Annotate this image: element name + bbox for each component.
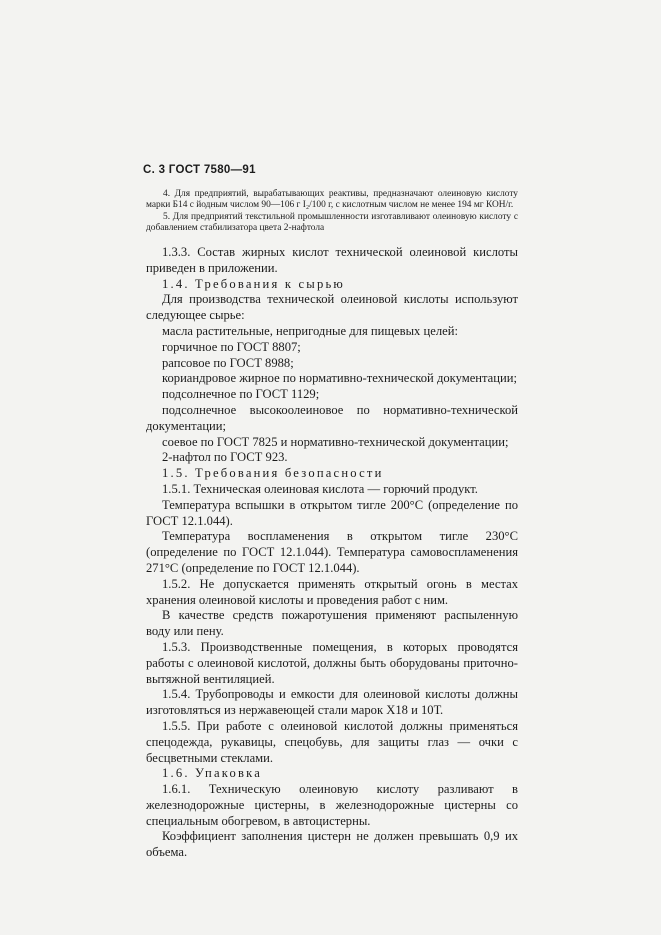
paragraph-1-5-1: 1.5.1. Техническая олеиновая кислота — горючий продукт. xyxy=(162,481,478,496)
raw-item: кориандровое жирное по нормативно-технической документации; xyxy=(162,371,517,386)
note-5: 5. Для предприятий текстильной промышленности изготавливают олеиновую кислоту с добавлением стабилизатора цвета 2-нафтола xyxy=(146,211,518,233)
raw-item: рапсовое по ГОСТ 8988; xyxy=(162,355,294,370)
paragraph-1-3-3: 1.3.3. Состав жирных кислот технической олеиновой кислоты приведен в приложении. xyxy=(146,245,518,275)
note-4: 4. Для предприятий, вырабатывающих реактивы, предназначают олеиновую кислоту марки Б14 с йодным числом 90—106 г I₂/100 г, с кислотным числом не менее 194 мг КОН/г. xyxy=(146,189,518,211)
section-heading-1-5: 1.5. Требования безопасности xyxy=(162,466,384,481)
raw-item: 2-нафтол по ГОСТ 923. xyxy=(162,450,288,465)
paragraph-1-5-3: 1.5.3. Производственные помещения, в которых проводятся работы с олеиновой кислотой, должны быть оборудованы приточно-вытяжной вентиляцией. xyxy=(146,639,518,686)
paragraph-1-4-intro: Для производства технической олеиновой кислоты используют следующее сырье: xyxy=(146,292,518,323)
notes-block xyxy=(146,189,518,234)
page-header: С. 3 ГОСТ 7580—91 xyxy=(143,164,256,176)
paragraph-1-5-4: 1.5.4. Трубопроводы и емкости для олеиновой кислоты должны изготовляться из нержавеющей стали марок Х18 и 10Т. xyxy=(146,687,518,718)
section-heading-1-6: 1.6. Упаковка xyxy=(162,766,263,781)
paragraph-ignition-point: Температура воспламенения в открытом тигле 230°С (определение по ГОСТ 12.1.044). Температура самовоспламенения 271°С (определение по ГОСТ 12.1.044). xyxy=(146,529,518,575)
raw-item: соевое по ГОСТ 7825 и нормативно-технической документации; xyxy=(162,434,509,449)
raw-item: подсолнечное по ГОСТ 1129; xyxy=(162,387,320,402)
paragraph-fill-coefficient: Коэффициент заполнения цистерн не должен превышать 0,9 их объема. xyxy=(146,829,518,860)
paragraph-extinguishing: В качестве средств пожаротушения применяют распыленную воду или пену. xyxy=(146,608,518,639)
paragraph-1-5-2: 1.5.2. Не допускается применять открытый огонь в местах хранения олеиновой кислоты и проведения работ с ним. xyxy=(146,576,518,607)
paragraph-flash-point: Температура вспышки в открытом тигле 200°С (определение по ГОСТ 12.1.044). xyxy=(146,497,518,528)
main-text xyxy=(146,245,518,861)
raw-item: подсолнечное высокоолеиновое по нормативно-технической документации; xyxy=(146,402,518,433)
section-heading-1-4: 1.4. Требования к сырью xyxy=(162,276,346,291)
raw-item: масла растительные, непригодные для пищевых целей: xyxy=(162,323,458,338)
paragraph-1-5-5: 1.5.5. При работе с олеиновой кислотой должны применяться спецодежда, рукавицы, спецобувь, для защиты глаз — очки с бесцветными стеклами. xyxy=(146,718,518,765)
raw-item: горчичное по ГОСТ 8807; xyxy=(162,339,301,354)
paragraph-1-6-1: 1.6.1. Техническую олеиновую кислоту разливают в железнодорожные цистерны, в железнодорожные цистерны со специальным обогревом, в автоцистерны. xyxy=(146,782,518,828)
